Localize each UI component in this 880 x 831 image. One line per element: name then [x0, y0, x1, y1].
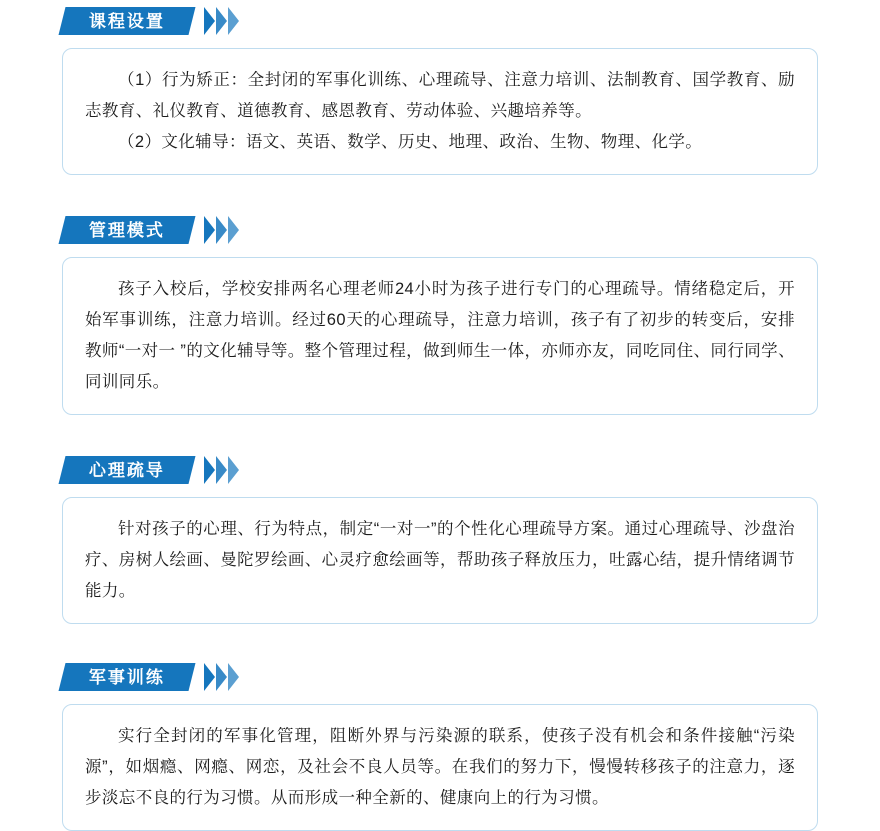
- section-header: [62, 6, 880, 36]
- section-psychological-counseling: [0, 415, 880, 624]
- paragraph: 实行全封闭的军事化管理，阻断外界与污染源的联系，使孩子没有机会和条件接触“污染源”，如烟瘾、网瘾、网恋，及社会不良人员等。在我们的努力下，慢慢转移孩子的注意力，逐步淡忘不良的行为习惯。从而形成一种全新的、健康向上的行为习惯。: [85, 727, 795, 807]
- section-tag-label: 心理疏导: [89, 460, 165, 480]
- section-tag-label: 课程设置: [89, 11, 165, 31]
- section-military-training: [0, 624, 880, 831]
- chevron-right-icon: [216, 456, 227, 484]
- section-tag-label: 军事训练: [89, 667, 165, 687]
- chevron-right-icon: [228, 456, 239, 484]
- chevron-right-icon: [216, 663, 227, 691]
- chevron-group-icon: [204, 216, 240, 244]
- chevron-group-icon: [204, 7, 240, 35]
- section-body: [62, 497, 818, 624]
- section-tag: [59, 7, 196, 35]
- chevron-right-icon: [228, 7, 239, 35]
- chevron-right-icon: [216, 7, 227, 35]
- section-body: [62, 704, 818, 831]
- paragraph: 针对孩子的心理、行为特点，制定“一对一”的个性化心理疏导方案。通过心理疏导、沙盘治疗、房树人绘画、曼陀罗绘画、心灵疗愈绘画等，帮助孩子释放压力，吐露心结，提升情绪调节能力。: [85, 520, 795, 600]
- section-tag: [59, 663, 196, 691]
- section-body: [62, 257, 818, 415]
- chevron-right-icon: [204, 216, 215, 244]
- chevron-right-icon: [204, 663, 215, 691]
- chevron-right-icon: [216, 216, 227, 244]
- paragraph: 孩子入校后，学校安排两名心理老师24小时为孩子进行专门的心理疏导。情绪稳定后，开始军事训练，注意力培训。经过60天的心理疏导，注意力培训，孩子有了初步的转变后，安排教师“一对一 ”的文化辅导等。整个管理过程，做到师生一体，亦师亦友，同吃同住、同行同学、同训同乐。: [85, 280, 795, 391]
- paragraph: （2）文化辅导：语文、英语、数学、历史、地理、政治、生物、物理、化学。: [118, 133, 703, 151]
- section-management-mode: [0, 175, 880, 415]
- section-tag: [59, 216, 196, 244]
- section-header: [62, 215, 880, 245]
- section-header: [62, 662, 880, 692]
- section-header: [62, 455, 880, 485]
- section-body: [62, 48, 818, 175]
- chevron-right-icon: [228, 216, 239, 244]
- chevron-right-icon: [228, 663, 239, 691]
- section-tag-label: 管理模式: [89, 220, 165, 240]
- paragraph: （1）行为矫正：全封闭的军事化训练、心理疏导、注意力培训、法制教育、国学教育、励志教育、礼仪教育、道德教育、感恩教育、劳动体验、兴趣培养等。: [85, 71, 795, 120]
- chevron-right-icon: [204, 456, 215, 484]
- section-course-setup: [0, 0, 880, 175]
- chevron-right-icon: [204, 7, 215, 35]
- chevron-group-icon: [204, 456, 240, 484]
- chevron-group-icon: [204, 663, 240, 691]
- section-tag: [59, 456, 196, 484]
